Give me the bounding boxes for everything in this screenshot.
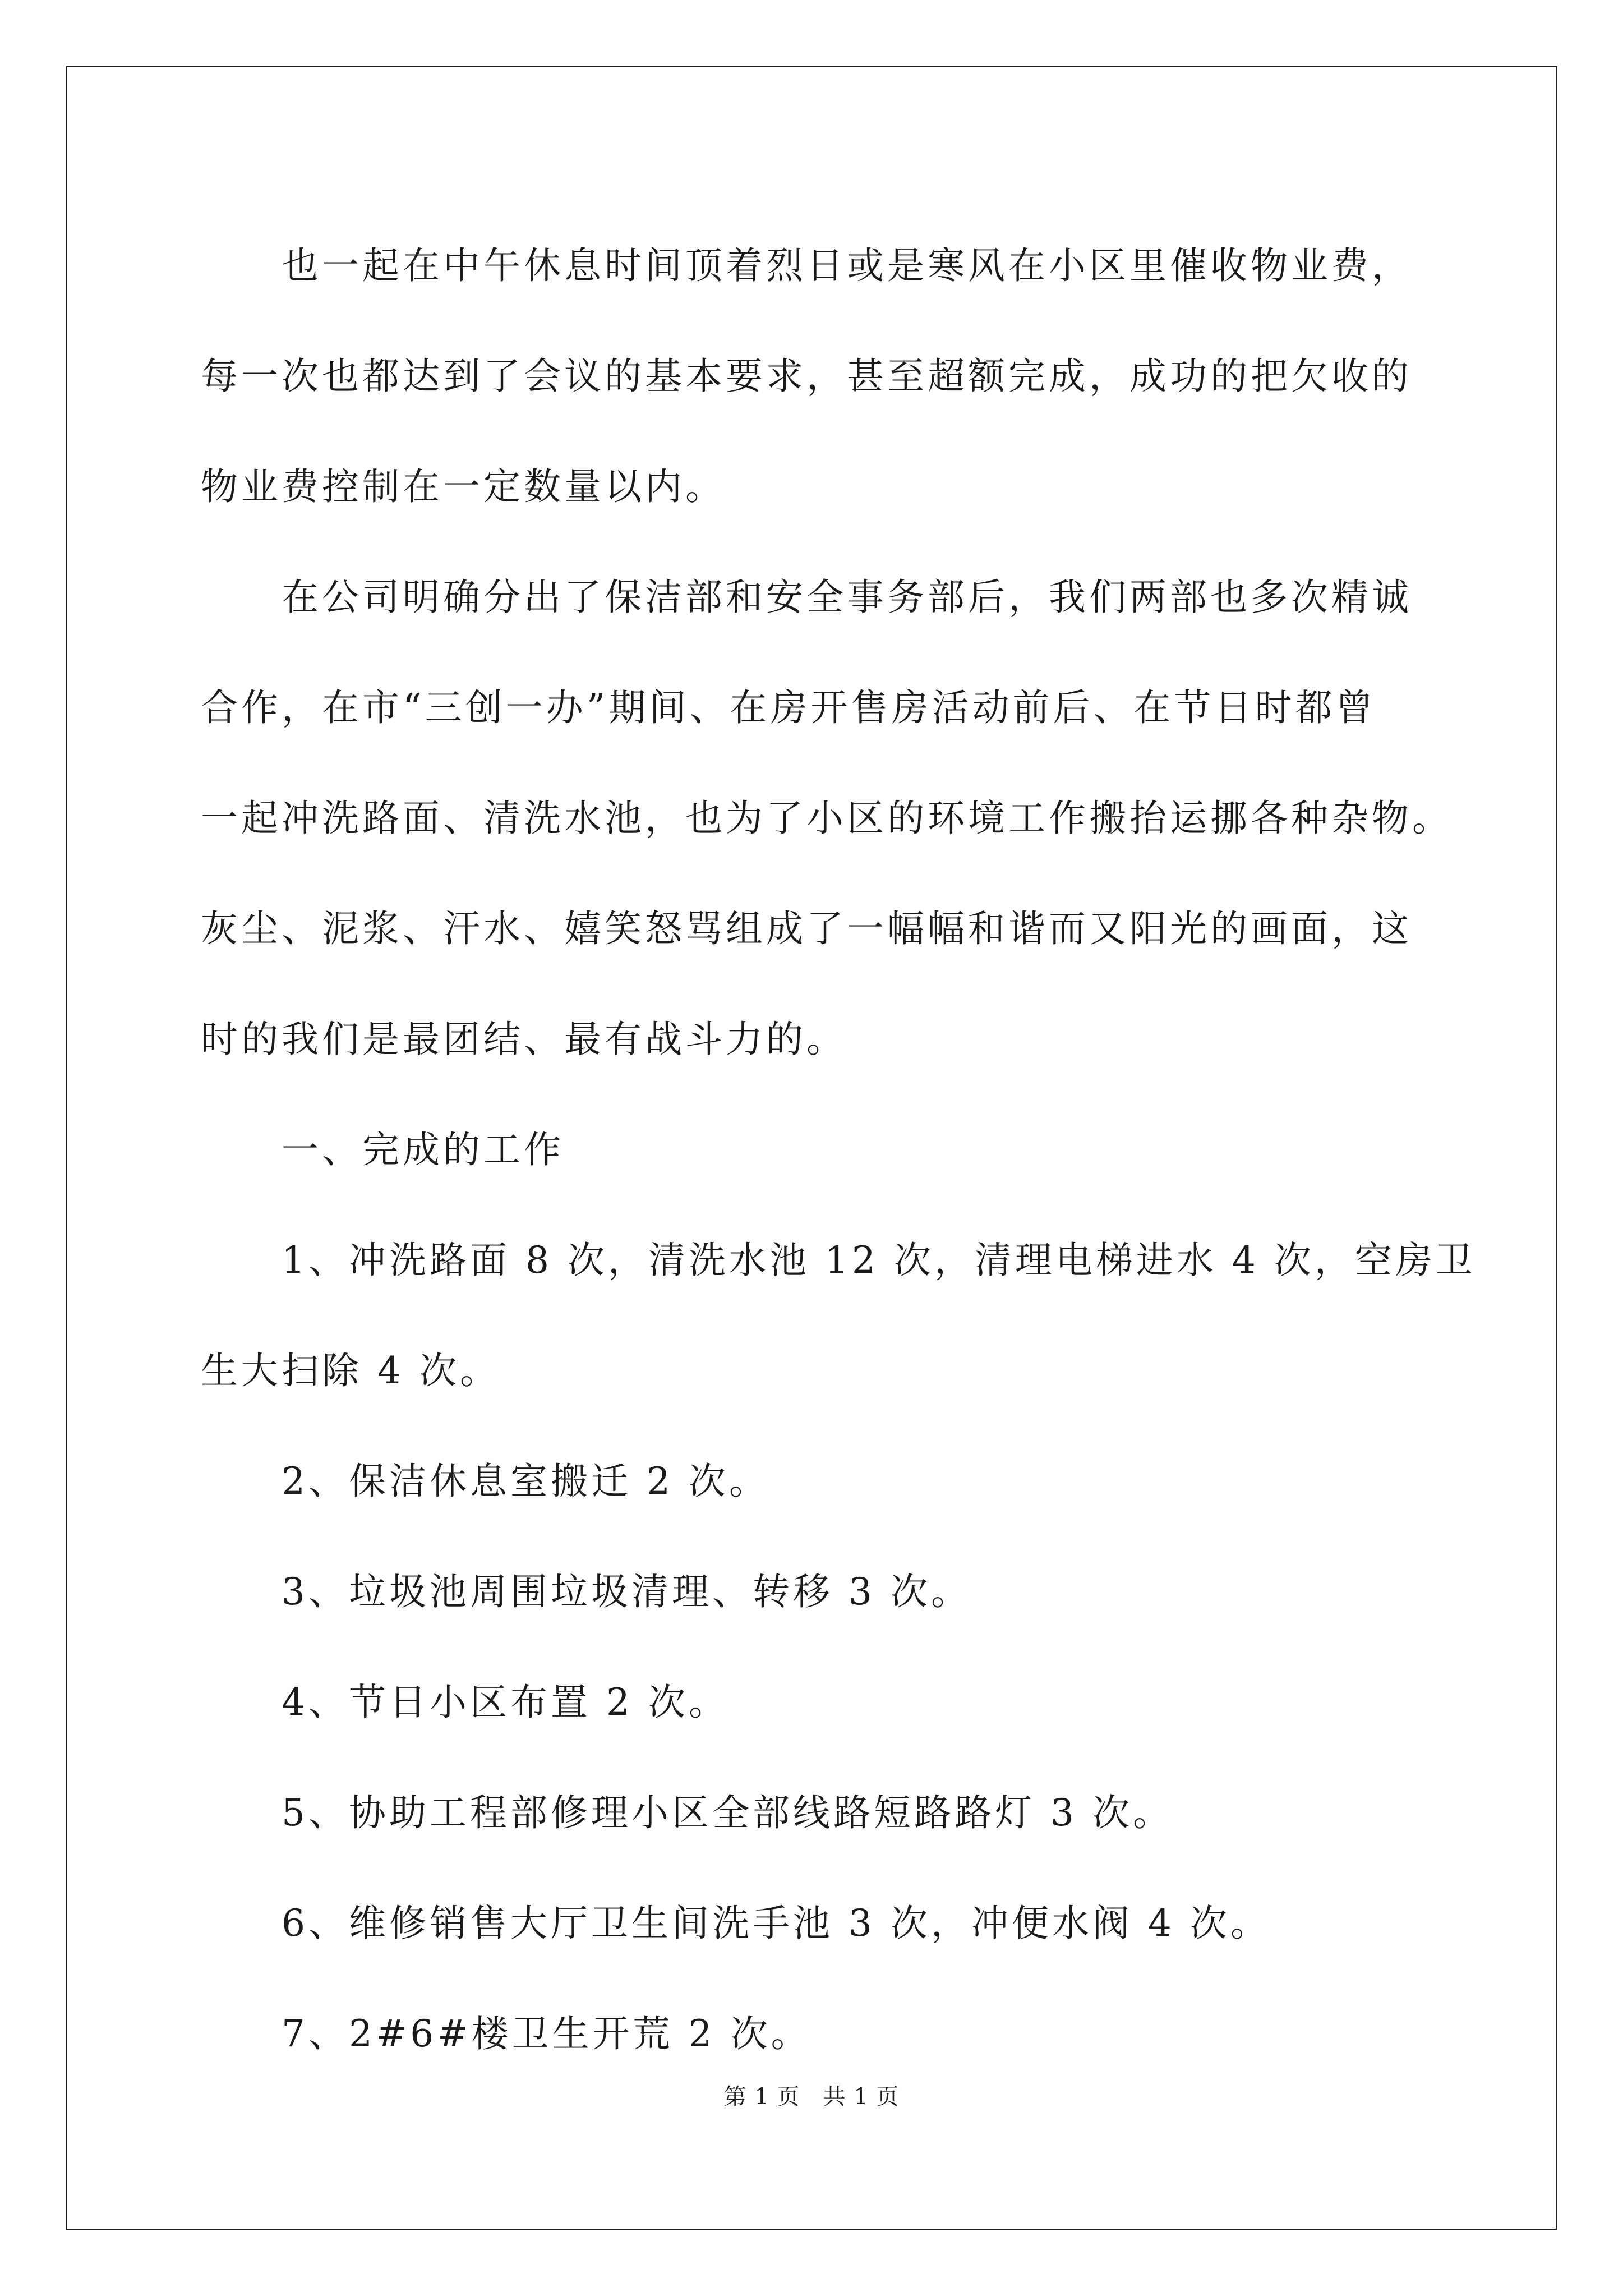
list-item: 2、保洁休息室搬迁 2 次。 bbox=[282, 1460, 769, 1503]
page-number-footer: 第 1 页 共 1 页 bbox=[723, 2084, 900, 2110]
list-item: 3、垃圾池周围垃圾清理、转移 3 次。 bbox=[282, 1570, 971, 1613]
document-body bbox=[201, 210, 1476, 2089]
text-line: 时的我们是最团结、最有战斗力的。 bbox=[201, 1018, 847, 1061]
list-item: 4、节日小区布置 2 次。 bbox=[282, 1681, 729, 1724]
text-line: 物业费控制在一定数量以内。 bbox=[201, 465, 726, 508]
text-line: 每一次也都达到了会议的基本要求，甚至超额完成，成功的把欠收的 bbox=[201, 355, 1412, 398]
text-line: 也一起在中午休息时间顶着烈日或是寒风在小区里催收物业费， bbox=[282, 244, 1412, 287]
text-line: 合作，在市“三创一办”期间、在房开售房活动前后、在节日时都曾 bbox=[201, 686, 1376, 729]
text-line: 一起冲洗路面、清洗水池，也为了小区的环境工作搬抬运挪各种杂物。 bbox=[201, 797, 1453, 840]
text-line: 灰尘、泥浆、汗水、嬉笑怒骂组成了一幅幅和谐而又阳光的画面，这 bbox=[201, 907, 1412, 950]
list-item: 1、冲洗路面 8 次，清洗水池 12 次，清理电梯进水 4 次，空房卫 bbox=[282, 1239, 1476, 1282]
list-item: 7、2#6#楼卫生开荒 2 次。 bbox=[282, 2012, 811, 2055]
text-line: 在公司明确分出了保洁部和安全事务部后，我们两部也多次精诚 bbox=[282, 576, 1412, 619]
section-heading: 一、完成的工作 bbox=[282, 1128, 564, 1171]
list-item: 5、协助工程部修理小区全部线路短路路灯 3 次。 bbox=[282, 1791, 1173, 1834]
list-item-continuation: 生大扫除 4 次。 bbox=[201, 1349, 500, 1392]
list-item: 6、维修销售大厅卫生间洗手池 3 次，冲便水阀 4 次。 bbox=[282, 1902, 1271, 1945]
